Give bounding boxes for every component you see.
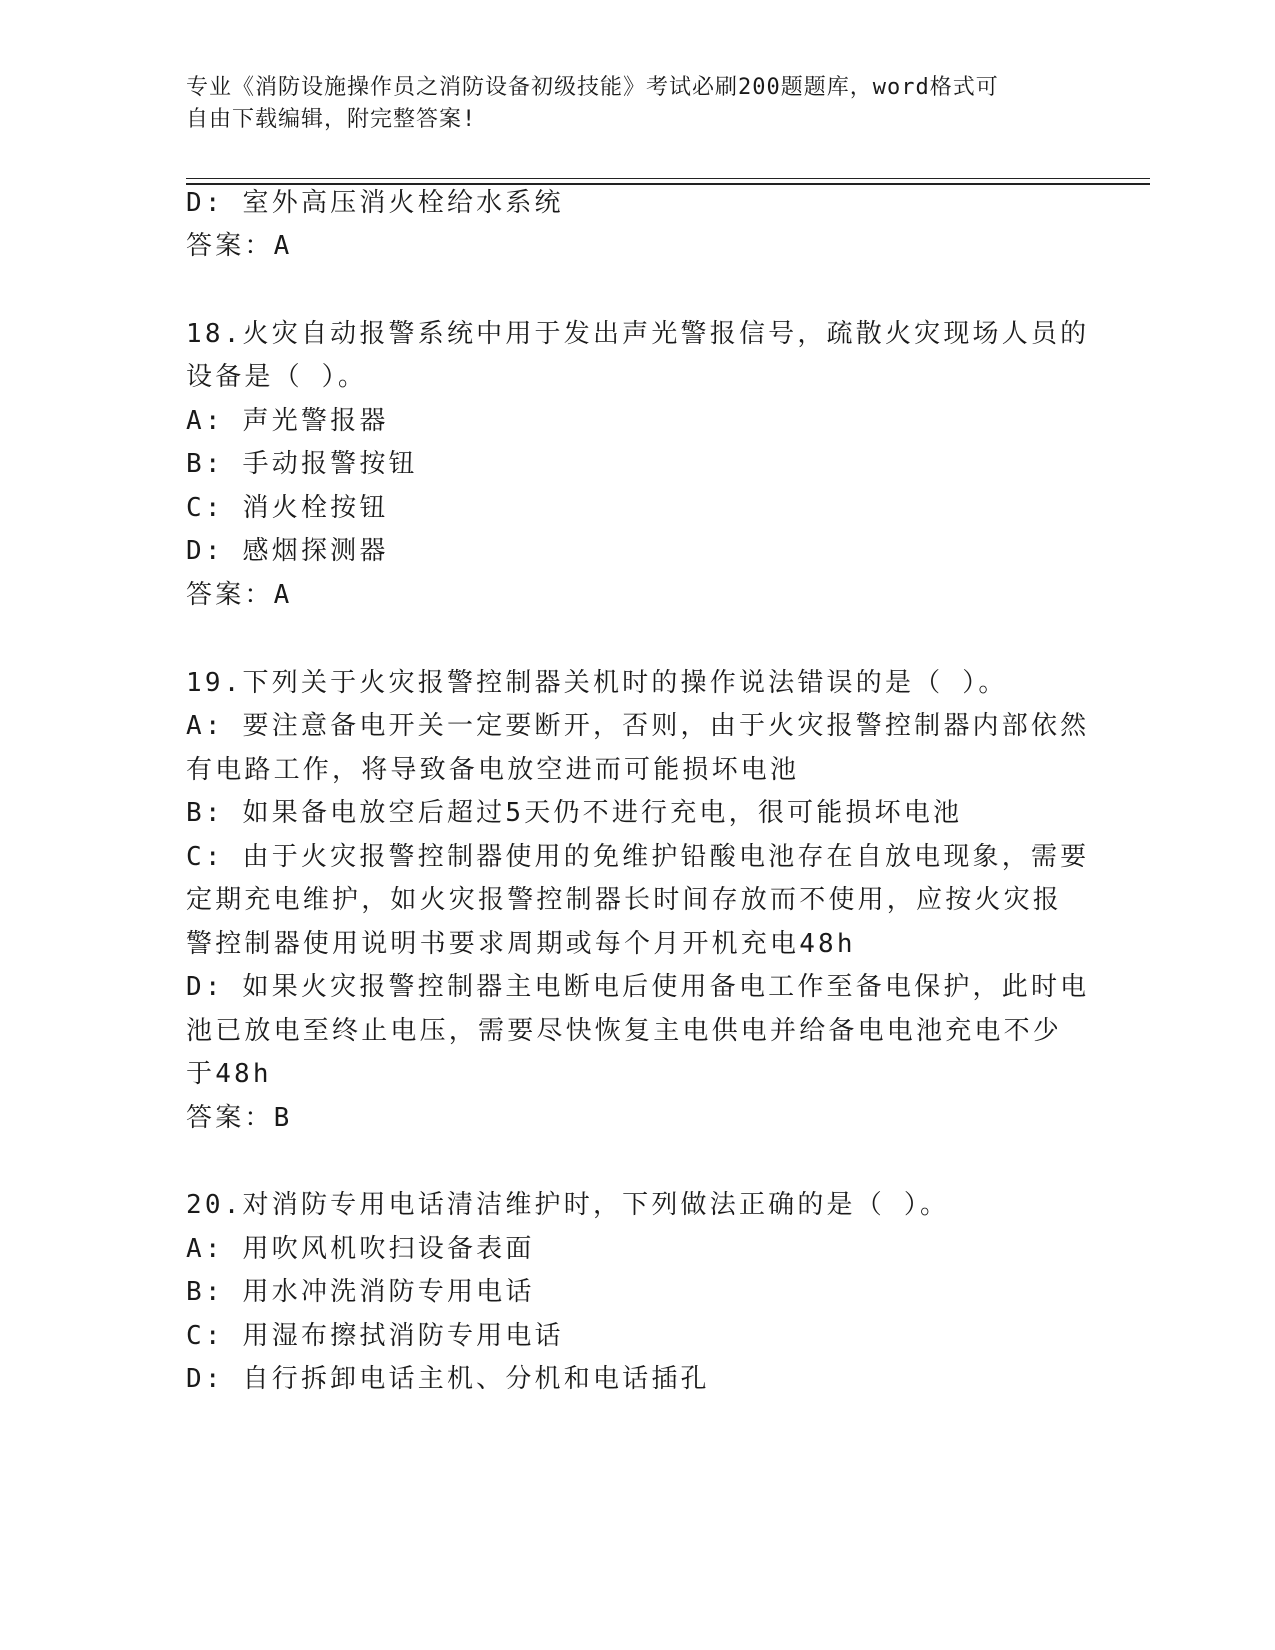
question-19: 19.下列关于火灾报警控制器关机时的操作说法错误的是（ ）。 bbox=[186, 668, 1008, 698]
option-d-q17: D: 室外高压消火栓给水系统 bbox=[186, 188, 564, 218]
option-c-q19-line-1: C: 由于火灾报警控制器使用的免维护铅酸电池存在自放电现象，需要 bbox=[186, 842, 1090, 872]
option-c-q18: C: 消火栓按钮 bbox=[186, 493, 389, 523]
header-line-1: 专业《消防设施操作员之消防设备初级技能》考试必刷200题题库，word格式可 bbox=[186, 75, 999, 100]
option-b-q18: B: 手动报警按钮 bbox=[186, 449, 418, 479]
answer-q19: 答案：B bbox=[186, 1103, 293, 1133]
option-d-q20: D: 自行拆卸电话主机、分机和电话插孔 bbox=[186, 1364, 710, 1394]
question-18-line-2: 设备是（ ）。 bbox=[186, 362, 368, 392]
answer-q18: 答案：A bbox=[186, 580, 293, 610]
option-d-q19-line-3: 于48h bbox=[186, 1059, 272, 1089]
question-20: 20.对消防专用电话清洁维护时，下列做法正确的是（ ）。 bbox=[186, 1190, 950, 1220]
option-c-q19-line-2: 定期充电维护，如火灾报警控制器长时间存放而不使用，应按火灾报 bbox=[186, 885, 1063, 915]
option-a-q19-line-2: 有电路工作，将导致备电放空进而可能损坏电池 bbox=[186, 755, 800, 785]
option-d-q19-line-1: D: 如果火灾报警控制器主电断电后使用备电工作至备电保护，此时电 bbox=[186, 972, 1090, 1002]
option-a-q19-line-1: A: 要注意备电开关一定要断开，否则，由于火灾报警控制器内部依然 bbox=[186, 711, 1090, 741]
header-line-2: 自由下载编辑，附完整答案! bbox=[186, 107, 477, 132]
document-header bbox=[186, 72, 1066, 136]
header-divider-thick bbox=[186, 183, 1150, 185]
question-18-line-1: 18.火灾自动报警系统中用于发出声光警报信号，疏散火灾现场人员的 bbox=[186, 319, 1090, 349]
option-c-q19-line-3: 警控制器使用说明书要求周期或每个月开机充电48h bbox=[186, 929, 856, 959]
option-a-q20: A: 用吹风机吹扫设备表面 bbox=[186, 1234, 535, 1264]
option-b-q19: B: 如果备电放空后超过5天仍不进行充电，很可能损坏电池 bbox=[186, 798, 963, 828]
option-d-q19-line-2: 池已放电至终止电压，需要尽快恢复主电供电并给备电电池充电不少 bbox=[186, 1016, 1063, 1046]
answer-q17: 答案：A bbox=[186, 231, 293, 261]
option-c-q20: C: 用湿布擦拭消防专用电话 bbox=[186, 1321, 564, 1351]
option-d-q18: D: 感烟探测器 bbox=[186, 536, 389, 566]
option-b-q20: B: 用水冲洗消防专用电话 bbox=[186, 1277, 535, 1307]
option-a-q18: A: 声光警报器 bbox=[186, 406, 389, 436]
header-divider-thin bbox=[186, 178, 1150, 179]
